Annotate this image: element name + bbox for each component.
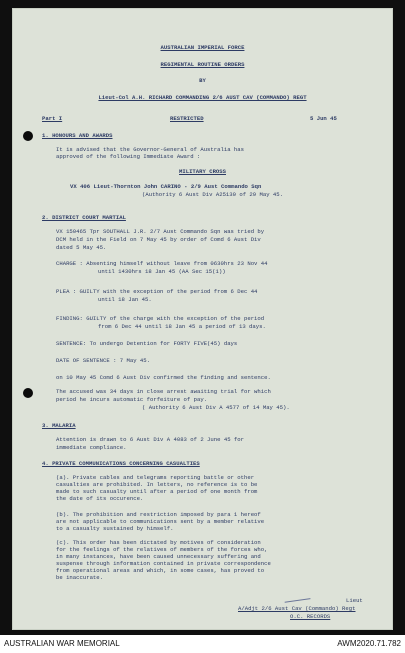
sentence-date: DATE OF SENTENCE : 7 May 45. [56,357,150,364]
arrest-text: period he incurs automatic forfeiture of pay. [56,396,208,403]
part-label: Part I [42,115,63,122]
award-recipient: VX 406 Lieut-Thornton John CARINO - 2/9 Aust Commando Sqn [70,183,262,190]
header-commander: Lieut-Col A.H. RICHARD COMMANDING 2/6 AUST CAV (COMMANDO) REGT [98,94,307,101]
section-3-text: Attention is drawn to 6 Aust Div A 4083 of 2 June 45 for [56,436,244,443]
section-4c-text: be inaccurate. [56,574,103,581]
signature-records: O.C. RECORDS [290,613,331,620]
section-4a-text: the date of its occurence. [56,495,144,502]
footer-credit: AUSTRALIAN WAR MEMORIAL [4,639,120,648]
section-4c-text: from operational areas and which, in some cases, has proved to [56,567,265,574]
document-page [12,8,393,630]
section-3-heading: 3. MALARIA [42,422,76,429]
section-2-text: VX 150465 Tpr SOUTHALL J.R. 2/7 Aust Commando Sqn was tried by [56,228,265,235]
header-force: AUSTRALIAN IMPERIAL FORCE [160,44,245,51]
order-date: 5 Jun 45 [310,115,337,122]
section-4a-text: casualties are prohibited. In letters, no reference is to be [56,481,258,488]
handwritten-signature [284,590,311,603]
award-authority: (Authority 6 Aust Div A25130 of 29 May 45. [142,191,283,198]
plea-text: until 18 Jan 45. [98,296,152,303]
section-3-text: immediate compliance. [56,444,127,451]
section-4b-text: are not applicable to communications sent by a member relative [56,518,265,525]
header-by: BY [199,77,206,84]
section-4b-text: (b). The prohibition and restriction imposed by para 1 hereof [56,511,261,518]
section-4c-text: suspense through information contained in private correspondence [56,560,271,567]
charge-text: CHARGE : Absenting himself without leave from 0630hrs 23 Nov 44 [56,260,268,267]
charge-text: until 1430hrs 18 Jan 45 (AA Sec 15(1)) [98,268,226,275]
punch-hole-top [23,131,33,141]
section-4c-text: (c). This order has been dictated by motives of consideration [56,539,261,546]
finding-text: from 6 Dec 44 until 18 Jan 45 a period of 13 days. [98,323,266,330]
section-4-heading: 4. PRIVATE COMMUNICATIONS CONCERNING CASUALTIES [42,460,200,467]
section-1-text: It is advised that the Governor-General of Australia has [56,146,244,153]
signature-rank: Lieut [346,597,363,604]
signature-title: A/Adjt 2/6 Aust Cav (Commando) Regt [238,605,356,612]
section-2-heading: 2. DISTRICT COURT MARTIAL [42,214,126,221]
sentence-text: SENTENCE: To undergo Detention for FORTY FIVE(45) days [56,340,238,347]
punch-hole-bottom [23,388,33,398]
award-name: MILITARY CROSS [179,168,226,175]
arrest-authority: ( Authority 6 Aust Div A 4577 of 14 May 45). [142,404,290,411]
confirmation-text: on 10 May 45 Comd 6 Aust Div confirmed the finding and sentence. [56,374,271,381]
header-orders: REGIMENTAL ROUTINE ORDERS [160,61,245,68]
footer-accession-number: AWM2020.71.782 [337,639,401,648]
classification: RESTRICTED [170,115,204,122]
section-4b-text: to a casualty sustained by himself. [56,525,174,532]
finding-text: FINDING: GUILTY of the charge with the exception of the period [56,315,265,322]
section-1-text: approved of the following Immediate Award : [56,153,201,160]
section-4c-text: for the feelings of the relatives of members of the forces who, [56,546,268,553]
section-4c-text: in many instances, have been caused unnecessary suffering and [56,553,261,560]
section-2-text: dated 5 May 45. [56,244,107,251]
section-4a-text: made to such casualty until after a period of one month from [56,488,258,495]
plea-text: PLEA : GUILTY with the exception of the period from 6 Dec 44 [56,288,258,295]
arrest-text: The accused was 34 days in close arrest awaiting trial for which [56,388,271,395]
section-1-heading: 1. HONOURS AND AWARDS [42,132,113,139]
section-4a-text: (a). Private cables and telegrams reporting battle or other [56,474,255,481]
footer-bar [0,635,405,653]
section-2-text: DCM held in the Field on 7 May 45 by order of Comd 6 Aust Div [56,236,261,243]
